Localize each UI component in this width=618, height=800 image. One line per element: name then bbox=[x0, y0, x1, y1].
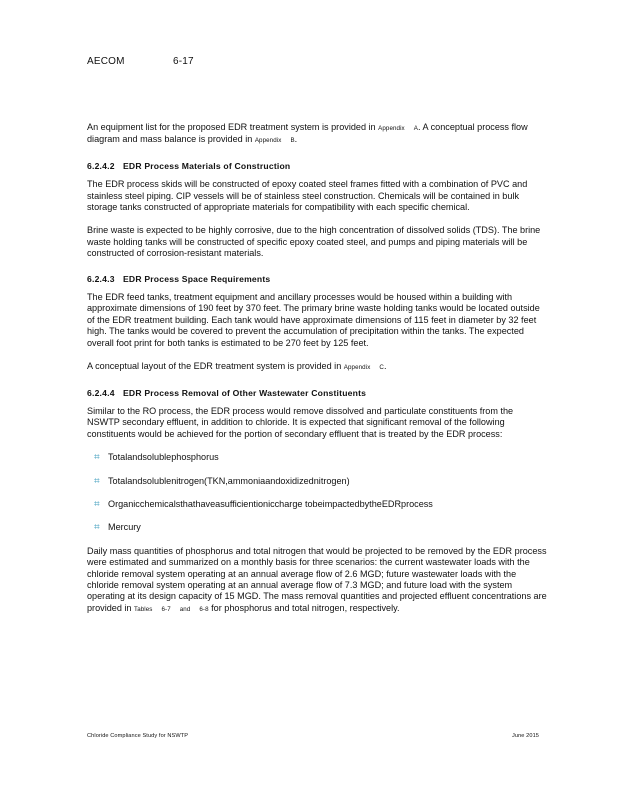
materials-paragraph-2: Brine waste is expected to be highly corrosive, due to the high concentration of dissolved solids (TDS). The brine waste holding tanks will be constructed of specific epoxy coated steel, and pumps and piping materials will be constructed of corrosion-resistant materials. bbox=[87, 225, 541, 259]
appendix-a-label: Appendix bbox=[378, 125, 405, 132]
removal-text: Daily mass quantities of phosphorus and total nitrogen that would be projected to be removed by the EDR process were estimated and summarized on a monthly basis for three scenarios: the current wastewater loads with the chloride removal system operating at an annual average flow of 2.6 MGD; future wastewater loads with the chloride removal system operating at an annual average flow of 7.3 MGD; and future load with the system operating at its design capacity of 15 MGD. The mass removal quantities and projected effluent concentrations are provided in bbox=[87, 545, 547, 613]
page-body bbox=[87, 122, 547, 627]
bullet-icon: ⌗ bbox=[94, 522, 100, 534]
constituents-list bbox=[94, 452, 547, 534]
section-number: 6.2.4.4 bbox=[87, 387, 115, 398]
section-heading-6-2-4-3 bbox=[87, 274, 547, 285]
space-paragraph-1: The EDR feed tanks, treatment equipment and ancillary processes would be housed within a building with approximate dimensions of 190 feet by 370 feet. The primary brine waste holding tanks would be located outside of the EDR treatment building. Each tank would have approximate dimensions of 115 feet in diameter by 32 feet high. The tanks would be covered to prevent the accumulation of precipitation within the tanks. The expected overall foot print for both tanks is estimated to be 270 feet by 125 feet. bbox=[87, 292, 540, 348]
list-item bbox=[94, 522, 547, 533]
intro-text-2: . A conceptual process flow diagram and mass balance is provided in bbox=[87, 122, 528, 145]
appendix-c-id: C bbox=[379, 364, 384, 372]
appendix-c-label: Appendix bbox=[343, 364, 371, 372]
bullet-icon: ⌗ bbox=[94, 452, 100, 464]
company-name: AECOM bbox=[87, 56, 125, 67]
intro-paragraph bbox=[87, 122, 547, 147]
list-item-text: Mercury bbox=[108, 522, 141, 533]
space-paragraph-2 bbox=[87, 361, 547, 373]
removal-paragraph-2 bbox=[87, 546, 547, 615]
layout-text: A conceptual layout of the EDR treatment system is provided in bbox=[87, 361, 344, 372]
intro-text-1: An equipment list for the proposed EDR treatment system is provided in bbox=[87, 122, 379, 132]
list-item-text: Organicchemicalsthathaveasufficientionicchar​ge tobeimpactedbytheEDRprocess bbox=[108, 498, 433, 509]
removal-text-end: for phosphorus and total nitrogen, respectively. bbox=[208, 602, 400, 613]
layout-text-end: . bbox=[383, 361, 387, 372]
section-title: EDR Process Space Requirements bbox=[123, 273, 271, 284]
page-header bbox=[87, 56, 194, 67]
section-title: EDR Process Materials of Construction bbox=[123, 160, 291, 171]
list-item bbox=[94, 452, 547, 463]
footer-document-title: Chloride Compliance Study for NSWTP bbox=[87, 733, 189, 739]
tables-label: Tables bbox=[134, 605, 153, 613]
materials-paragraph-1: The EDR process skids will be constructed of epoxy coated steel frames fitted with a combination of PVC and stainless steel piping. CIP vessels will be of stainless steel construction. Chemicals will be contained in bulk storage tanks constructed of appropriate materials for compatibility with each specific chemical. bbox=[87, 179, 528, 213]
list-item bbox=[94, 499, 547, 510]
table-6-8-ref: 6-8 bbox=[199, 605, 209, 613]
section-heading-6-2-4-4 bbox=[87, 388, 547, 399]
page-number: 6-17 bbox=[173, 56, 194, 67]
footer-date: June 2015 bbox=[511, 733, 539, 739]
table-6-7-ref: 6-7 bbox=[161, 605, 171, 613]
page-footer bbox=[87, 733, 539, 739]
section-title: EDR Process Removal of Other Wastewater Constituents bbox=[123, 387, 367, 398]
removal-paragraph-1: Similar to the RO process, the EDR process would remove dissolved and particulate constituents from the NSWTP secondary effluent, in addition to chloride. It is expected that significant removal of the following constituents would be achieved for the portion of secondary effluent that is treated by the EDR process: bbox=[87, 405, 514, 439]
section-number: 6.2.4.3 bbox=[87, 273, 115, 284]
intro-text-3: . bbox=[294, 134, 298, 145]
list-item bbox=[94, 476, 547, 487]
tables-and: and bbox=[179, 605, 191, 613]
section-number: 6.2.4.2 bbox=[87, 160, 115, 171]
appendix-a-id: A bbox=[413, 125, 418, 132]
section-heading-6-2-4-2 bbox=[87, 161, 547, 172]
bullet-icon: ⌗ bbox=[94, 475, 100, 487]
list-item-text: Totalandsolublenitrogen(TKN,ammoniaandoxidizednitrogen) bbox=[108, 475, 350, 486]
list-item-text: Totalandsolublephosphorus bbox=[108, 452, 219, 463]
appendix-b-id: B bbox=[290, 137, 295, 145]
bullet-icon: ⌗ bbox=[94, 498, 100, 510]
appendix-b-label: Appendix bbox=[254, 137, 282, 145]
